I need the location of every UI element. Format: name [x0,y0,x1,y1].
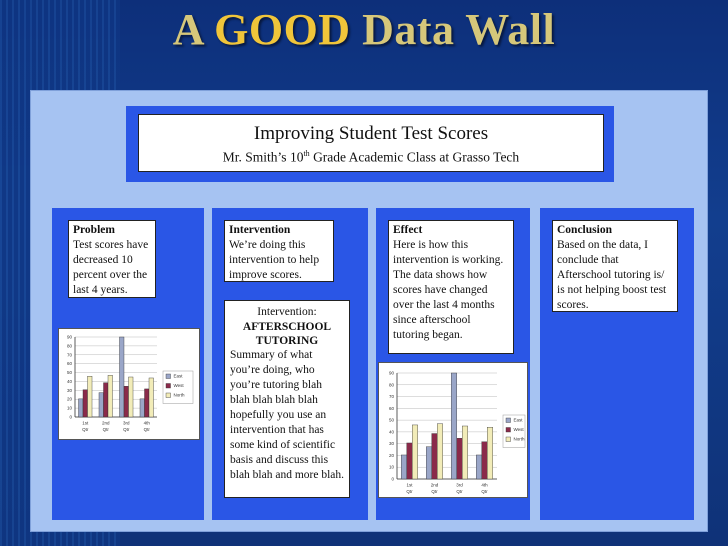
legend-swatch [506,418,511,423]
x-tick-label: Qtr [456,489,463,494]
banner [138,114,604,172]
problem-chart [58,328,200,440]
bar-east [78,399,83,417]
legend-swatch [166,393,171,398]
problem-text: Test scores have decreased 10 percent over the last 4 years. [73,239,149,296]
legend-label: East [513,417,523,423]
banner-title: Improving Student Test Scores [253,123,489,144]
bar-north [108,375,113,417]
y-tick-label: 80 [66,343,72,349]
y-tick-label: 10 [388,464,394,470]
intervention-detail-box [224,300,350,498]
slide-title [0,4,728,55]
y-tick-label: 90 [388,370,394,376]
problem-heading: Problem [73,224,115,236]
y-tick-label: 40 [66,378,72,384]
x-tick-label: 4th [143,420,150,426]
intervention-label: Intervention: [257,306,317,318]
subtitle-pre: Mr. Smith’s 10 [222,149,304,165]
y-tick-label: 10 [66,405,72,411]
bar-north [149,378,154,417]
bar-west [457,438,463,479]
bar-east [140,399,145,417]
intervention-name: AFTERSCHOOL TUTORING [242,321,332,347]
x-tick-label: 2nd [430,482,439,488]
bar-west [407,443,413,479]
conclusion-box [552,220,678,312]
x-tick-label: Qtr [143,427,150,432]
y-tick-label: 90 [66,334,72,340]
intervention-box [224,220,334,282]
bar-west [83,390,88,417]
x-tick-label: 1st [406,482,413,488]
legend-label: North [513,436,525,442]
y-tick-label: 70 [388,394,394,400]
x-tick-label: Qtr [82,427,89,432]
bar-north [487,427,493,479]
intervention-heading: Intervention [229,224,291,236]
effect-text: Here is how this intervention is working. The data shows how scores have changed over the last 4 months since afterschool tutoring began. [393,239,504,341]
bar-north [412,425,418,479]
legend-label: East [173,373,183,379]
bar-north [129,377,134,417]
bar-east [476,455,482,479]
bar-north [462,426,468,479]
y-tick-label: 50 [66,370,72,376]
bar-north [437,424,443,479]
bar-north [88,376,93,417]
title-prefix: A [172,5,215,54]
conclusion-text: Based on the data, I conclude that Afterschool tutoring is/ is not helping boost test scores. [557,239,667,311]
bar-east [99,393,104,417]
title-emphasis: GOOD [214,5,351,54]
bar-east [401,455,407,479]
y-tick-label: 60 [66,361,72,367]
effect-chart [378,362,528,498]
x-tick-label: Qtr [431,489,438,494]
x-tick-label: 1st [82,420,89,426]
legend-swatch [166,384,171,389]
y-tick-label: 40 [388,429,394,435]
subtitle-sup: th [303,149,310,158]
x-tick-label: Qtr [406,489,413,494]
x-tick-label: 3rd [456,482,463,488]
bar-east [426,447,432,479]
legend-swatch [166,374,171,379]
effect-heading: Effect [393,224,423,236]
x-tick-label: 3rd [122,420,130,426]
y-tick-label: 30 [66,387,72,393]
x-tick-label: Qtr [481,489,488,494]
bar-west [103,383,108,417]
x-tick-label: 4th [481,482,488,488]
effect-chart-svg [379,363,527,497]
bar-west [144,389,149,417]
y-tick-label: 0 [391,476,394,482]
x-tick-label: Qtr [102,427,109,432]
y-tick-label: 20 [66,396,72,402]
y-tick-label: 0 [69,414,72,420]
legend-swatch [506,437,511,442]
y-tick-label: 30 [388,441,394,447]
y-tick-label: 20 [388,452,394,458]
legend-label: West [173,383,184,388]
bar-west [432,434,438,479]
banner-subtitle [139,149,603,166]
bar-west [124,386,129,417]
intervention-summary: Summary of what you’re doing, who you’re tutoring blah blah blah blah blah hopefully you use an intervention that has some kind of scientific basis and discuss this blah blah and more blah. [230,349,345,481]
problem-box [68,220,156,298]
y-tick-label: 50 [388,417,394,423]
effect-box [388,220,514,354]
bar-east [451,373,457,479]
legend-label: North [173,392,185,398]
problem-chart-svg [59,329,199,439]
legend-swatch [506,428,511,433]
title-suffix: Data Wall [350,5,556,54]
x-tick-label: Qtr [123,427,130,432]
y-tick-label: 80 [388,382,394,388]
intervention-text: We’re doing this intervention to help improve scores. [229,239,320,281]
subtitle-post: Grade Academic Class at Grasso Tech [309,149,520,165]
conclusion-heading: Conclusion [557,224,612,236]
y-tick-label: 70 [66,352,72,358]
x-tick-label: 2nd [101,420,110,426]
bar-west [482,442,488,479]
legend-label: West [513,427,524,432]
y-tick-label: 60 [388,405,394,411]
bar-east [119,337,124,417]
